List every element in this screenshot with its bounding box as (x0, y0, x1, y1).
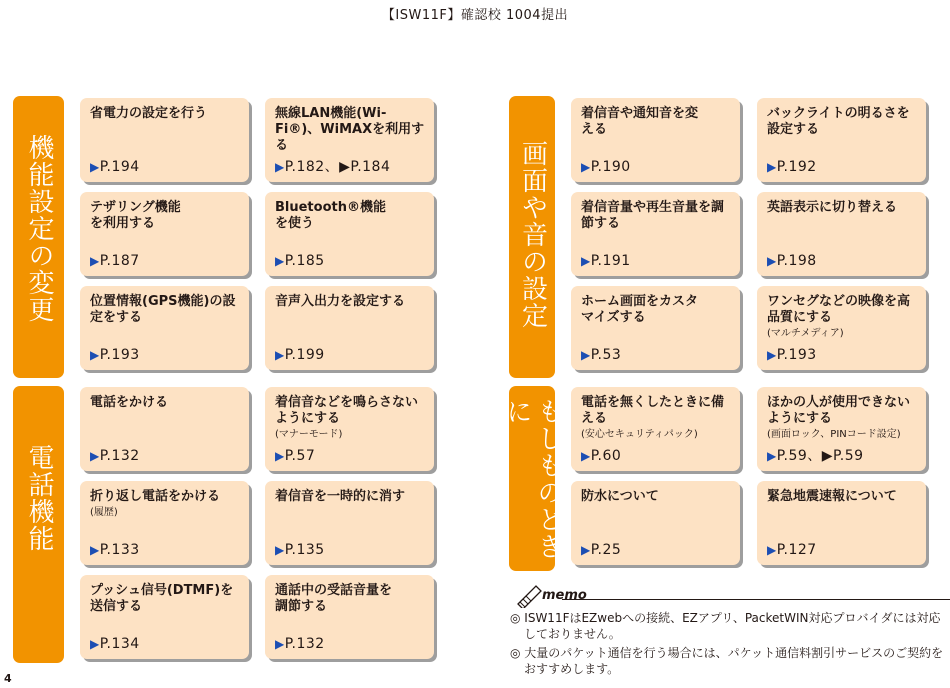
ref-text: P.53 (590, 347, 622, 363)
card-title: プッシュ信号(DTMF)を送信する (90, 583, 234, 614)
ref-text: P.60 (590, 448, 622, 464)
card-ref[interactable] (275, 253, 325, 269)
card-title: 着信音などを鳴らさないようにする (275, 395, 419, 426)
card-wifi-wimax[interactable] (265, 98, 434, 182)
card-screen-lock[interactable] (757, 387, 926, 471)
card-ref[interactable] (581, 159, 631, 175)
card-ref[interactable] (767, 159, 817, 175)
card-ref[interactable] (90, 542, 140, 558)
arrow-icon: ▶ (275, 637, 285, 651)
card-title: 着信音や通知音を変える (581, 106, 699, 137)
card-title: 省電力の設定を行う (90, 106, 208, 121)
card-title: Bluetooth®機能を使う (275, 200, 386, 231)
arrow-icon: ▶ (90, 160, 100, 174)
card-ref[interactable] (275, 542, 325, 558)
section-denwa: 電話機能 (13, 386, 64, 663)
ref-text: P.127 (776, 542, 817, 558)
card-ref[interactable] (275, 347, 325, 363)
arrow-icon: ▶ (767, 449, 777, 463)
card-title: 着信音量や再生音量を調節する (581, 200, 725, 231)
card-ref[interactable] (90, 159, 140, 175)
arrow-icon: ▶ (90, 449, 100, 463)
card-ref[interactable] (581, 448, 621, 464)
card-note: (マルチメディア) (767, 328, 844, 339)
memo-box (510, 584, 950, 680)
page-number: 4 (4, 672, 12, 685)
arrow-icon: ▶ (767, 543, 777, 557)
card-note: (履歴) (90, 507, 118, 518)
arrow-icon: ▶ (767, 254, 777, 268)
card-ref[interactable] (581, 542, 621, 558)
arrow-icon: ▶ (581, 348, 591, 362)
ref-text: P.133 (99, 542, 140, 558)
card-volume[interactable] (571, 192, 740, 276)
ref-text: P.193 (776, 347, 817, 363)
card-ref[interactable] (581, 347, 621, 363)
card-ref[interactable] (767, 542, 817, 558)
memo-label: memo (542, 588, 587, 603)
ref-text: P.192 (776, 159, 817, 175)
ref-text: P.134 (99, 636, 140, 652)
card-note: (画面ロック、PINコード設定) (767, 429, 901, 440)
card-home-screen[interactable] (571, 286, 740, 370)
card-title: ホーム画面をカスタマイズする (581, 294, 699, 325)
ref-text: P.182、▶P.184 (284, 159, 391, 175)
card-title: ワンセグなどの映像を高品質にする (767, 294, 911, 325)
card-ref[interactable] (90, 347, 140, 363)
memo-header (510, 584, 950, 610)
card-manner-mode[interactable] (265, 387, 434, 471)
section-moshimo: もしものときに (509, 386, 555, 571)
card-title: 位置情報(GPS機能)の設定をする (90, 294, 236, 325)
card-ref[interactable] (767, 253, 817, 269)
ref-text: P.193 (99, 347, 140, 363)
arrow-icon: ▶ (275, 543, 285, 557)
card-audio-io[interactable] (265, 286, 434, 370)
arrow-icon: ▶ (581, 449, 591, 463)
card-ref[interactable] (275, 636, 325, 652)
card-bluetooth[interactable] (265, 192, 434, 276)
ref-text: P.191 (590, 253, 631, 269)
card-title: 防水について (581, 489, 659, 504)
arrow-icon: ▶ (275, 254, 285, 268)
card-gps[interactable] (80, 286, 249, 370)
card-ref[interactable] (767, 448, 864, 464)
ref-text: P.199 (284, 347, 325, 363)
card-note: (安心セキュリティパック) (581, 429, 698, 440)
ref-text: P.135 (284, 542, 325, 558)
card-english[interactable] (757, 192, 926, 276)
arrow-icon: ▶ (275, 449, 285, 463)
card-note: (マナーモード) (275, 429, 343, 440)
memo-divider (562, 599, 950, 600)
arrow-icon: ▶ (767, 348, 777, 362)
card-ringtone[interactable] (571, 98, 740, 182)
ref-text: P.194 (99, 159, 140, 175)
card-mute-ringtone[interactable] (265, 481, 434, 565)
page-header: 【ISW11F】確認校 1004提出 (381, 8, 569, 23)
arrow-icon: ▶ (767, 160, 777, 174)
arrow-icon: ▶ (581, 160, 591, 174)
ref-text: P.190 (590, 159, 631, 175)
card-earthquake-alert[interactable] (757, 481, 926, 565)
arrow-icon: ▶ (275, 160, 285, 174)
arrow-icon: ▶ (90, 543, 100, 557)
section-kinou: 機能設定の変更 (13, 96, 64, 378)
ref-text: P.132 (99, 448, 140, 464)
card-ref[interactable] (90, 448, 140, 464)
arrow-icon: ▶ (90, 348, 100, 362)
card-make-call[interactable] (80, 387, 249, 471)
section-gamen: 画面や音の設定 (509, 96, 555, 378)
card-call-volume[interactable] (265, 575, 434, 659)
card-ref[interactable] (581, 253, 631, 269)
arrow-icon: ▶ (581, 254, 591, 268)
card-ref[interactable] (90, 636, 140, 652)
card-oneseg[interactable] (757, 286, 926, 370)
card-title: テザリング機能を利用する (90, 200, 181, 231)
card-backlight[interactable] (757, 98, 926, 182)
card-lost-phone[interactable] (571, 387, 740, 471)
card-ref[interactable] (90, 253, 140, 269)
ref-text: P.59、▶P.59 (776, 448, 864, 464)
card-title: 折り返し電話をかける (90, 489, 221, 504)
arrow-icon: ▶ (581, 543, 591, 557)
card-dtmf[interactable] (80, 575, 249, 659)
ref-text: P.132 (284, 636, 325, 652)
card-title: 音声入出力を設定する (275, 294, 406, 309)
arrow-icon: ▶ (90, 637, 100, 651)
ref-text: P.25 (590, 542, 622, 558)
memo-item: ◎ 大量のパケット通信を行う場合には、パケット通信料割引サービスのご契約をおすすめします。 (510, 646, 944, 676)
card-title: 緊急地震速報について (767, 489, 897, 504)
ref-text: P.198 (776, 253, 817, 269)
card-title: 電話をかける (90, 395, 169, 410)
card-ref[interactable] (275, 159, 390, 175)
card-tethering[interactable] (80, 192, 249, 276)
card-ref[interactable] (767, 347, 817, 363)
card-title: ほかの人が使用できないようにする (767, 395, 911, 426)
card-title: 着信音を一時的に消す (275, 489, 406, 504)
card-title: バックライトの明るさを設定する (767, 106, 910, 137)
arrow-icon: ▶ (275, 348, 285, 362)
card-title: 通話中の受話音量を調節する (275, 583, 393, 614)
memo-item: ◎ ISW11FはEZwebへの接続、EZアプリ、PacketWIN対応プロバイダには対応しておりません。 (510, 611, 941, 641)
card-call-back[interactable] (80, 481, 249, 565)
card-power-saving[interactable] (80, 98, 249, 182)
ref-text: P.57 (284, 448, 316, 464)
ref-text: P.185 (284, 253, 325, 269)
pencil-icon (514, 584, 544, 608)
card-ref[interactable] (275, 448, 315, 464)
card-title: 電話を無くしたときに備える (581, 395, 725, 426)
card-title: 英語表示に切り替える (767, 200, 898, 215)
card-waterproof[interactable] (571, 481, 740, 565)
card-title: 無線LAN機能(Wi-Fi®)、WiMAXを利用する (275, 106, 425, 153)
ref-text: P.187 (99, 253, 140, 269)
arrow-icon: ▶ (90, 254, 100, 268)
